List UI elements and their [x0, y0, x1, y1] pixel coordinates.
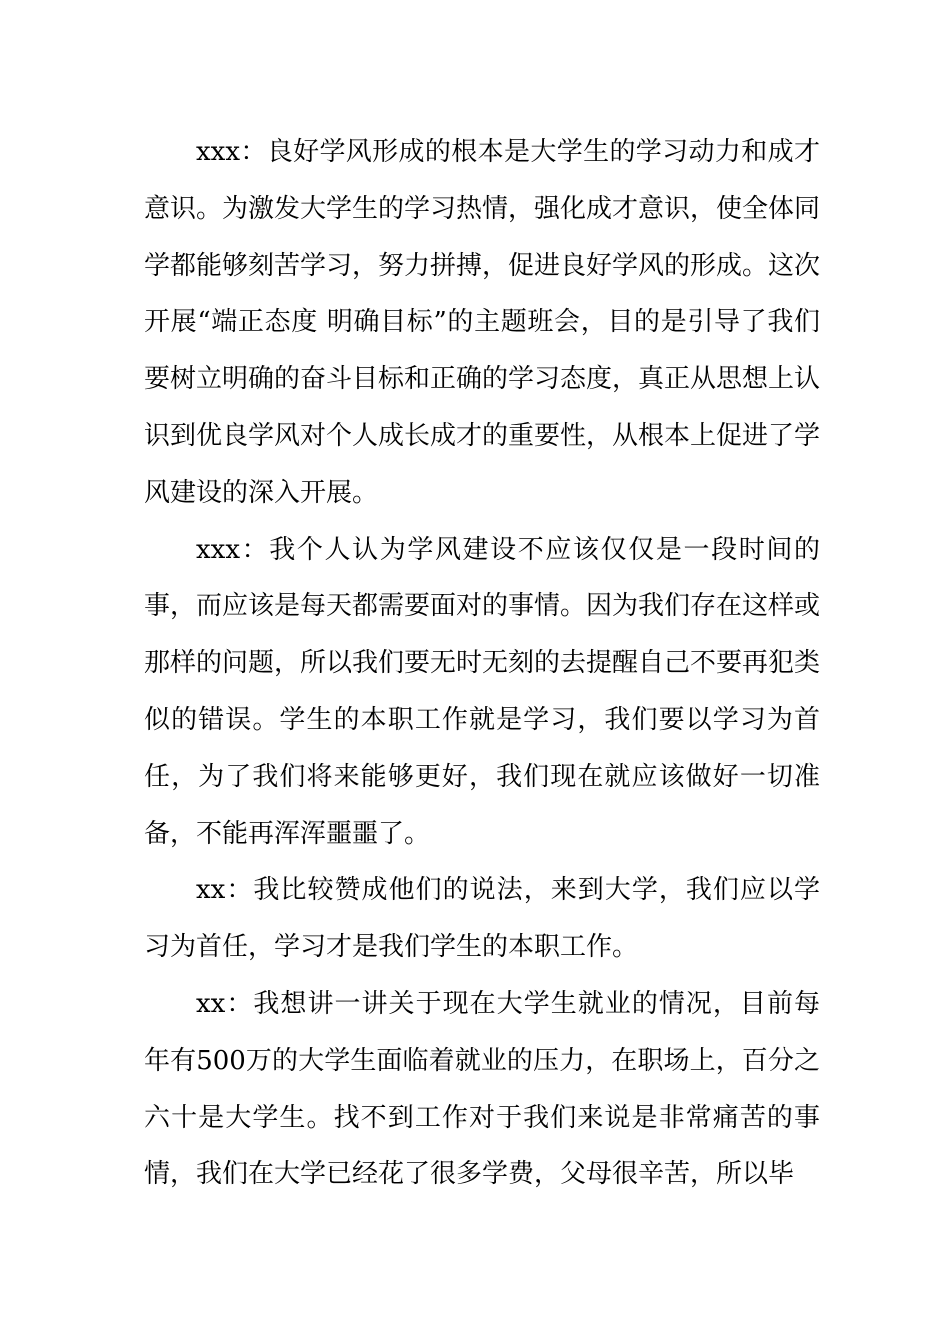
paragraph-3: xx：我比较赞成他们的说法，来到大学，我们应以学习为首任，学习才是我们学生的本职工作。: [144, 875, 820, 963]
paragraph-2: xxx：我个人认为学风建设不应该仅仅是一段时间的事，而应该是每天都需要面对的事情。因为我们存在这样或那样的问题，所以我们要无时无刻的去提醒自己不要再犯类似的错误。学生的本职工作就是学习，我们要以学习为首任，为了我们将来能够更好，我们现在就应该做好一切准备，不能再浑浑噩噩了。: [144, 534, 821, 849]
paragraph-4: xx：我想讲一讲关于现在大学生就业的情况，目前每年有500万的大学生面临着就业的压力，在职场上，百分之六十是大学生。找不到工作对于我们来说是非常痛苦的事情，我们在大学已经花了很多学费，父母很辛苦，所以毕: [144, 988, 820, 1190]
paragraph-1: xxx：良好学风形成的根本是大学生的学习动力和成才意识。为激发大学生的学习热情，强化成才意识，使全体同学都能够刻苦学习，努力拼搏，促进良好学风的形成。这次开展“端正态度 明确目标”的主题班会，目的是引导了我们要树立明确的奋斗目标和正确的学习态度，真正从思想上认识到优良学风对个人成长成才的重要性，从根本上促进了学风建设的深入开展。: [144, 137, 821, 508]
document-page: [144, 124, 820, 1203]
